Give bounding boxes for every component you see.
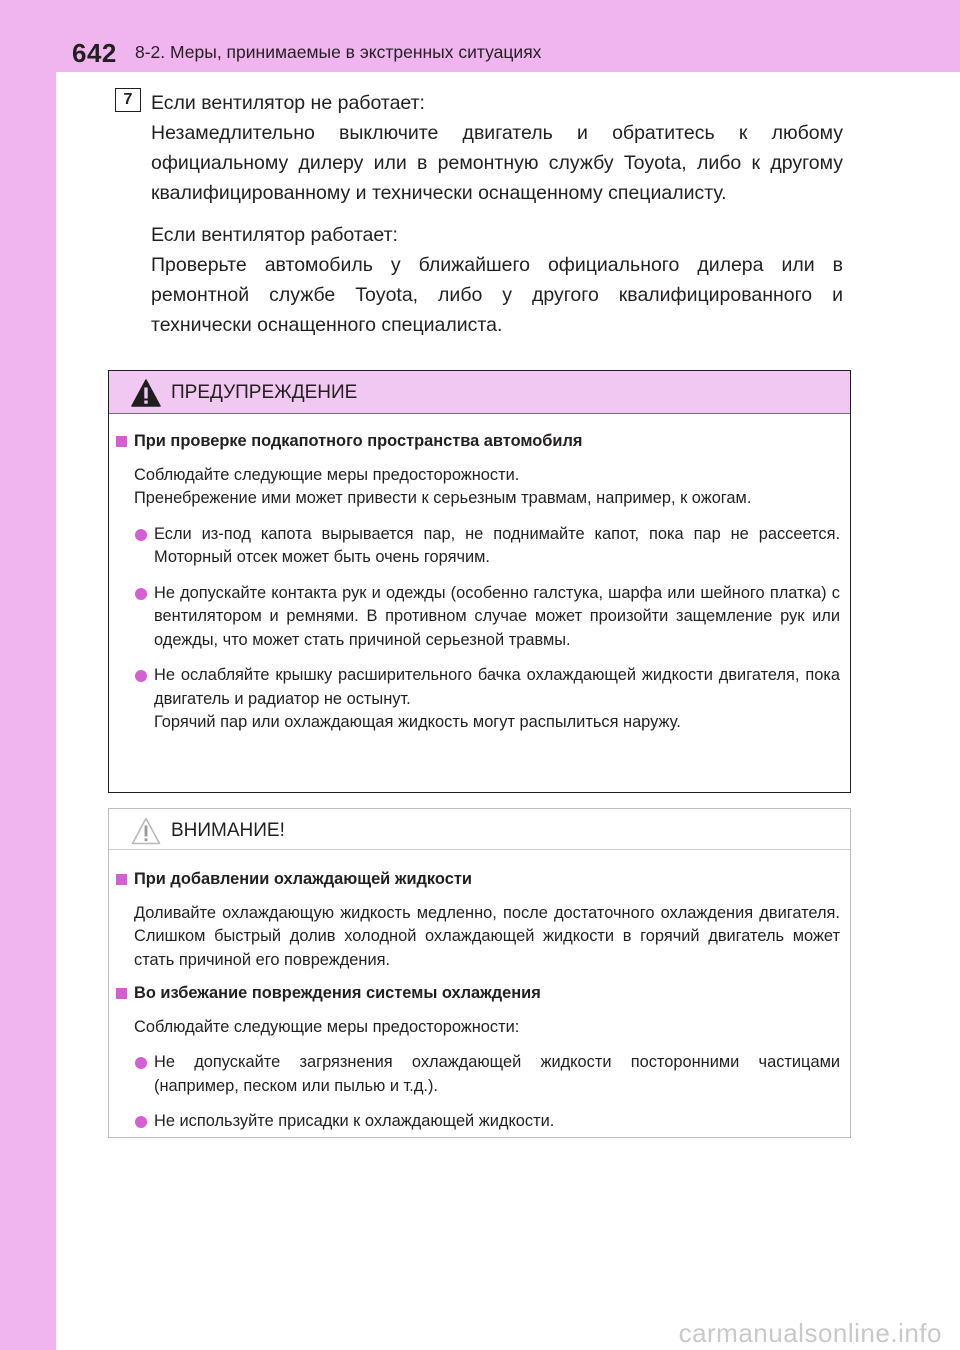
warning-bullet-3-extra: Горячий пар или охлаждающая жидкость могут распылиться наружу.: [154, 713, 681, 731]
caution-bullet-2: Не используйте присадки к охлаждающей жидкости.: [116, 1110, 840, 1134]
section-title: 8-2. Меры, принимаемые в экстренных ситуациях: [135, 42, 542, 62]
warning-title: ПРЕДУПРЕЖДЕНИЕ: [171, 382, 358, 403]
caution-triangle-icon: [131, 817, 161, 845]
square-bullet-icon: [116, 874, 127, 885]
warning-box: [108, 370, 851, 793]
step-fan-working-label: Если вентилятор работает:: [151, 224, 398, 246]
warning-header: [109, 371, 850, 414]
caution-body: [109, 868, 850, 1134]
step-fan-working-text: Проверьте автомобиль у ближайшего официального дилера или в ремонтной службе Toyota, либо у другого квалифицированного и технически оснащенного специалиста.: [151, 254, 843, 336]
step-fan-not-working-text: Незамедлительно выключите двигатель и обратитесь к любому официальному дилеру или в ремонтную службу Toyota, либо к другому квалифицированному и технически оснащенному специалисту.: [151, 122, 843, 204]
caution-bullet-1: Не допускайте загрязнения охлаждающей жидкости посторонними частицами (например, песком или пылью и т.д.).: [116, 1051, 840, 1098]
square-bullet-icon: [116, 988, 127, 999]
circle-bullet-icon: [135, 588, 147, 600]
warning-body: [109, 430, 850, 735]
step-number-badge: 7: [115, 88, 141, 112]
caution-paragraph-1: Доливайте охлаждающую жидкость медленно, после достаточного охлаждения двигателя. Слишком быстрый долив холодной охлаждающей жидкости в горячий двигатель может стать причиной его повреждения.: [134, 903, 840, 969]
caution-subheading-1: При добавлении охлаждающей жидкости: [116, 868, 840, 892]
warning-bullet-1: Если из-под капота вырывается пар, не поднимайте капот, пока пар не рассеется. Моторный отсек может быть очень горячим.: [116, 523, 840, 570]
caution-title: ВНИМАНИЕ!: [171, 820, 285, 841]
warning-triangle-icon: [131, 379, 161, 407]
step-fan-not-working-label: Если вентилятор не работает:: [151, 92, 425, 114]
warning-intro-2: Пренебрежение ими может привести к серьезным травмам, например, к ожогам.: [134, 489, 752, 507]
caution-box: [108, 808, 851, 1138]
caution-header: [109, 809, 850, 850]
warning-subheading: При проверке подкапотного пространства автомобиля: [116, 430, 840, 454]
warning-intro-1: Соблюдайте следующие меры предосторожности.: [134, 465, 520, 484]
page-number: 642: [72, 38, 117, 68]
caution-subheading-2: Во избежание повреждения системы охлаждения: [116, 982, 840, 1006]
circle-bullet-icon: [135, 529, 147, 541]
circle-bullet-icon: [135, 1116, 147, 1128]
caution-paragraph-2: Соблюдайте следующие меры предосторожности:: [134, 1017, 520, 1036]
warning-bullet-3: Не ослабляйте крышку расширительного бачка охлаждающей жидкости двигателя, пока двигатель и радиатор не остынут.: [116, 664, 840, 711]
warning-bullet-2: Не допускайте контакта рук и одежды (особенно галстука, шарфа или шейного платка) с вентилятором и ремнями. В противном случае может произойти защемление рук или одежды, что может стать причиной серьезной травмы.: [116, 582, 840, 653]
circle-bullet-icon: [135, 1057, 147, 1069]
step-instructions: [151, 88, 843, 340]
watermark: carmanualsonline.info: [678, 1318, 942, 1348]
side-color-band: [0, 0, 56, 1350]
circle-bullet-icon: [135, 670, 147, 682]
square-bullet-icon: [116, 436, 127, 447]
